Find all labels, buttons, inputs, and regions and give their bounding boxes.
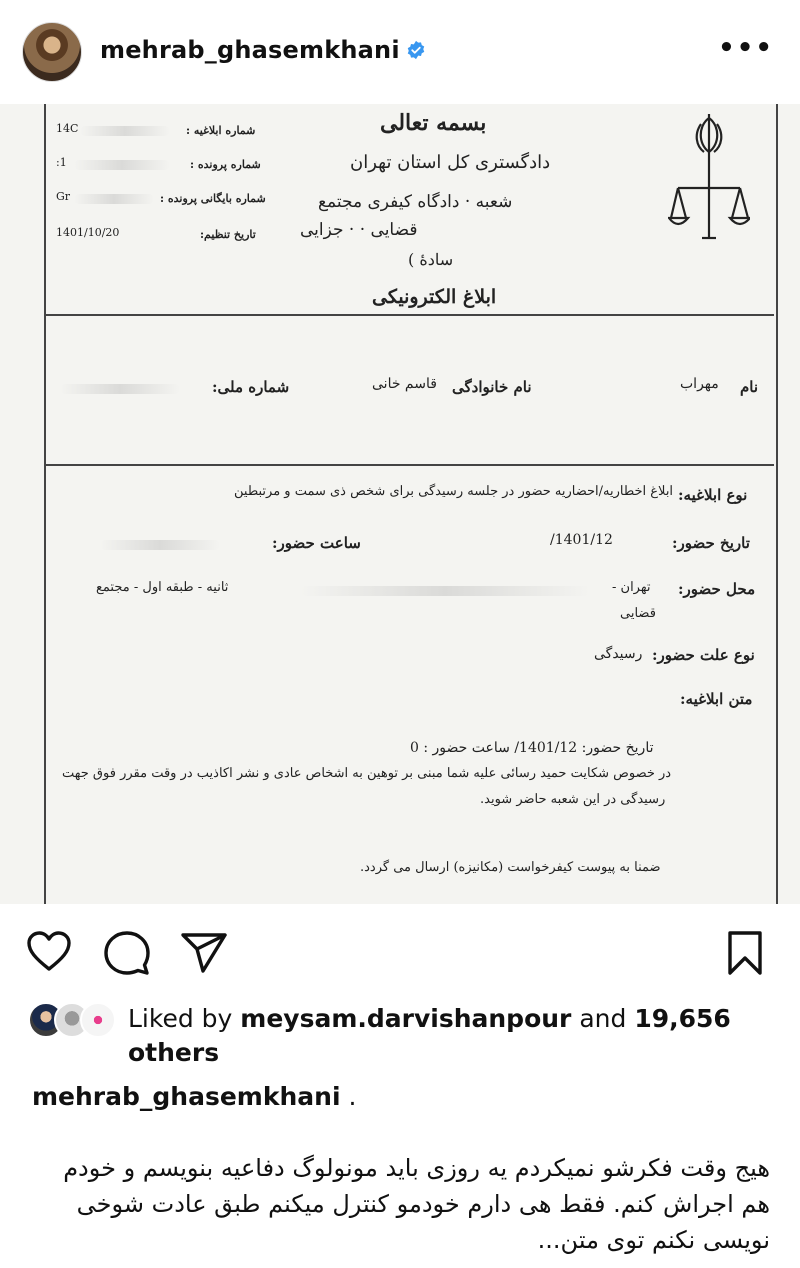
- value-date: 1401/10/20: [56, 226, 120, 239]
- value-place-b: ثانیه - طبقه اول - مجتمع: [96, 580, 229, 595]
- label-type: نوع ابلاغیه:: [678, 486, 748, 504]
- value-reason: رسیدگی: [594, 646, 643, 662]
- redaction: [300, 586, 590, 596]
- post-username[interactable]: [100, 36, 426, 64]
- value-family: قاسم خانی: [372, 376, 437, 392]
- more-options-button[interactable]: •••: [718, 33, 774, 63]
- body-line-3: رسیدگی در این شعبه حاضر شوید.: [480, 792, 666, 807]
- profile-avatar[interactable]: [22, 22, 82, 82]
- doc-judicial: قضایی · · جزایی: [300, 220, 418, 240]
- label-archive-no: شماره بایگانی پرونده :: [160, 192, 266, 205]
- label-name: نام: [740, 378, 759, 396]
- doc-court: دادگستری کل استان تهران: [350, 152, 551, 173]
- divider: [44, 314, 774, 316]
- body-line-1: تاریخ حضور: 1401/12/ ساعت حضور : 0: [410, 740, 654, 756]
- label-text: متن ابلاغیه:: [680, 690, 753, 708]
- likes-prefix: Liked by: [128, 1004, 241, 1033]
- likes-summary[interactable]: [128, 1002, 768, 1070]
- label-place: محل حضور:: [678, 580, 756, 598]
- redaction: [100, 540, 220, 550]
- label-reason: نوع علت حضور:: [652, 646, 755, 664]
- likes-user[interactable]: meysam.darvishanpour: [240, 1004, 572, 1033]
- likes-middle: and: [571, 1004, 635, 1033]
- value-place-c: قضایی: [620, 606, 656, 621]
- likes-suffix[interactable]: others: [128, 1038, 220, 1067]
- value-archive-no: Gr: [56, 190, 71, 203]
- label-attend-date: تاریخ حضور:: [672, 534, 750, 552]
- bookmark-icon[interactable]: [726, 930, 764, 976]
- share-icon[interactable]: [180, 932, 228, 974]
- doc-title: ابلاغ الکترونیکی: [372, 286, 497, 308]
- value-name: مهراب: [680, 376, 719, 392]
- label-family: نام خانوادگی: [452, 378, 532, 396]
- heart-icon[interactable]: [26, 930, 72, 972]
- redaction: [74, 160, 170, 170]
- comment-icon[interactable]: [104, 930, 150, 976]
- doc-heading: بسمه تعالی: [380, 110, 487, 136]
- label-case-no: شماره پرونده :: [190, 158, 261, 171]
- caption-username-line: [32, 1082, 356, 1111]
- label-notice-no: شماره ابلاغیه :: [186, 124, 256, 137]
- body-line-2: در خصوص شکایت حمید رسائی علیه شما مبنی بر توهین به اشخاص عادی و نشر اکاذیب در وقت مقرر فوق جهت: [62, 766, 672, 781]
- post-header: [0, 0, 800, 104]
- redaction: [60, 384, 180, 394]
- caption-text: هیج وقت فکرشو نمیکردم یه روزی باید مونولوگ دفاعیه بنویسم و خودم هم اجراش کنم. فقط هی دارم خودمو کنترل میکنم طبق عادت شوخی نویسی نکنم توی متن...: [63, 1154, 770, 1254]
- verified-icon: [406, 40, 426, 60]
- redaction: [80, 126, 170, 136]
- emblem-icon: [668, 110, 750, 250]
- caption-username[interactable]: mehrab_ghasemkhani: [32, 1082, 341, 1111]
- value-notice-no: 14C: [56, 122, 79, 135]
- caption-trail: .: [340, 1082, 357, 1111]
- value-case-no: 1:: [56, 156, 67, 169]
- body-line-4: ضمنا به پیوست کیفرخواست (مکانیزه) ارسال می گردد.: [360, 860, 661, 875]
- liker-avatar[interactable]: [80, 1002, 116, 1038]
- label-national: شماره ملی:: [212, 378, 290, 396]
- value-place-a: تهران -: [612, 580, 651, 595]
- redaction: [74, 194, 154, 204]
- value-attend-date: 1401/12/: [550, 532, 613, 548]
- post-username-text[interactable]: mehrab_ghasemkhani: [100, 36, 400, 64]
- value-type: ابلاغ اخطاریه/احضاریه حضور در جلسه رسیدگی برای شخص ذی سمت و مرتبطین: [234, 484, 674, 499]
- post-image-document: [0, 104, 800, 904]
- doc-branch: شعبه · دادگاه کیفری مجتمع: [318, 192, 513, 212]
- likes-count[interactable]: 19,656: [634, 1004, 731, 1033]
- post-actions: [0, 920, 800, 980]
- label-attend-time: ساعت حضور:: [272, 534, 361, 552]
- doc-serial: سادهٔ ): [408, 250, 454, 269]
- divider: [44, 464, 774, 466]
- label-date: تاریخ تنظیم:: [200, 228, 256, 241]
